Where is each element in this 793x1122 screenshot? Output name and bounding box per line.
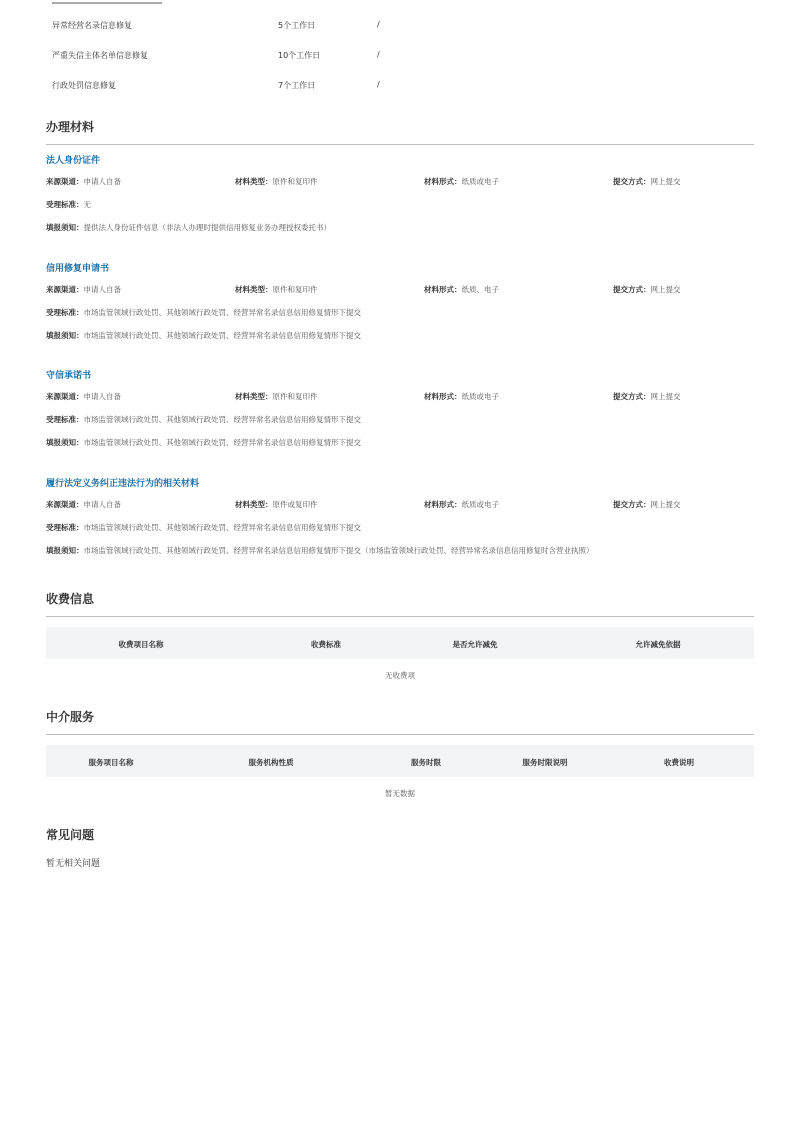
column-header: 收费标准 <box>311 640 341 649</box>
material-attributes: 来源渠道：申请人自备 材料类型：原件和复印件 材料形式：纸质或电子 提交方式：网上提交 <box>46 177 681 186</box>
material-item <box>46 264 754 353</box>
material-standard: 受理标准：市场监管领域行政处罚、其他领域行政处罚、经营异常名录信息信用修复情形下提交 <box>46 523 361 532</box>
material-type: 原件或复印件 <box>272 500 318 509</box>
fees-table-header <box>46 627 754 659</box>
column-header: 服务时限说明 <box>522 758 568 767</box>
material-form: 纸质或电子 <box>461 500 499 509</box>
column-header: 服务机构性质 <box>248 758 294 767</box>
material-notice: 填报须知：市场监管领域行政处罚、其他领域行政处罚、经营异常名录信息信用修复情形下提交 <box>46 438 361 447</box>
fees-section-title: 收费信息 <box>46 590 754 617</box>
material-attributes: 来源渠道：申请人自备 材料类型：原件和复印件 材料形式：纸质或电子 提交方式：网上提交 <box>46 392 681 401</box>
material-notice: 填报须知：市场监管领域行政处罚、其他领域行政处罚、经营异常名录信息信用修复情形下提交 <box>46 331 361 340</box>
materials-section-title: 办理材料 <box>46 118 754 145</box>
intermediary-empty-text: 暂无数据 <box>385 789 415 798</box>
material-title: 守信承诺书 <box>46 371 92 381</box>
table-row <box>46 70 754 100</box>
material-notice: 填报须知：提供法人身份证件信息（非法人办理时提供信用修复业务办理授权委托书） <box>46 223 331 232</box>
material-standard: 受理标准：市场监管领域行政处罚、其他领域行政处罚、经营异常名录信息信用修复情形下提交 <box>46 415 361 424</box>
repair-type: 异常经营名录信息修复 <box>52 21 132 30</box>
material-type: 原件和复印件 <box>272 285 318 294</box>
material-submit: 网上提交 <box>650 285 681 294</box>
material-source: 申请人自备 <box>83 392 121 401</box>
cropped-heading-fragment <box>52 0 162 4</box>
material-submit: 网上提交 <box>650 392 681 401</box>
material-item <box>46 156 754 245</box>
material-title: 信用修复申请书 <box>46 264 110 274</box>
material-title: 法人身份证件 <box>46 156 101 166</box>
material-item <box>46 479 754 568</box>
column-header: 是否允许减免 <box>452 640 498 649</box>
repair-note: / <box>377 20 380 29</box>
material-submit: 网上提交 <box>650 177 681 186</box>
material-source: 申请人自备 <box>83 500 121 509</box>
material-item <box>46 371 754 460</box>
column-header: 收费说明 <box>664 758 694 767</box>
material-source: 申请人自备 <box>83 285 121 294</box>
column-header: 允许减免依据 <box>635 640 681 649</box>
material-source: 申请人自备 <box>83 177 121 186</box>
material-type: 原件和复印件 <box>272 392 318 401</box>
material-form: 纸质、电子 <box>461 285 499 294</box>
repair-period-table <box>46 10 754 100</box>
repair-note: / <box>377 50 380 59</box>
column-header: 服务项目名称 <box>88 758 134 767</box>
intermediary-table-header <box>46 745 754 777</box>
material-standard: 受理标准：无 <box>46 200 91 209</box>
fees-empty-text: 无收费项 <box>385 671 415 680</box>
material-attributes: 来源渠道：申请人自备 材料类型：原件或复印件 材料形式：纸质或电子 提交方式：网上提交 <box>46 500 681 509</box>
repair-time-limit: 7个工作日 <box>278 81 316 90</box>
repair-type: 严重失信主体名单信息修复 <box>52 51 148 60</box>
material-type: 原件和复印件 <box>272 177 318 186</box>
faq-empty-text: 暂无相关问题 <box>46 859 101 869</box>
material-form: 纸质或电子 <box>461 177 499 186</box>
material-form: 纸质或电子 <box>461 392 499 401</box>
repair-note: / <box>377 80 380 89</box>
material-title: 履行法定义务纠正违法行为的相关材料 <box>46 479 200 489</box>
faq-section-title: 常见问题 <box>46 828 95 842</box>
material-attributes: 来源渠道：申请人自备 材料类型：原件和复印件 材料形式：纸质、电子 提交方式：网上提交 <box>46 285 681 294</box>
intermediary-section-title: 中介服务 <box>46 708 754 735</box>
material-standard: 受理标准：市场监管领域行政处罚、其他领域行政处罚、经营异常名录信息信用修复情形下提交 <box>46 308 361 317</box>
column-header: 收费项目名称 <box>118 640 164 649</box>
repair-time-limit: 5个工作日 <box>278 21 316 30</box>
column-header: 服务时限 <box>411 758 441 767</box>
material-submit: 网上提交 <box>650 500 681 509</box>
table-row <box>46 10 754 40</box>
repair-time-limit: 10个工作日 <box>278 51 321 60</box>
table-row <box>46 40 754 70</box>
repair-type: 行政处罚信息修复 <box>52 81 116 90</box>
material-notice: 填报须知：市场监管领域行政处罚、其他领域行政处罚、经营异常名录信息信用修复情形下提交（市场监管领域行政处罚、经营异常名录信息信用修复时含营业执照） <box>46 546 594 555</box>
